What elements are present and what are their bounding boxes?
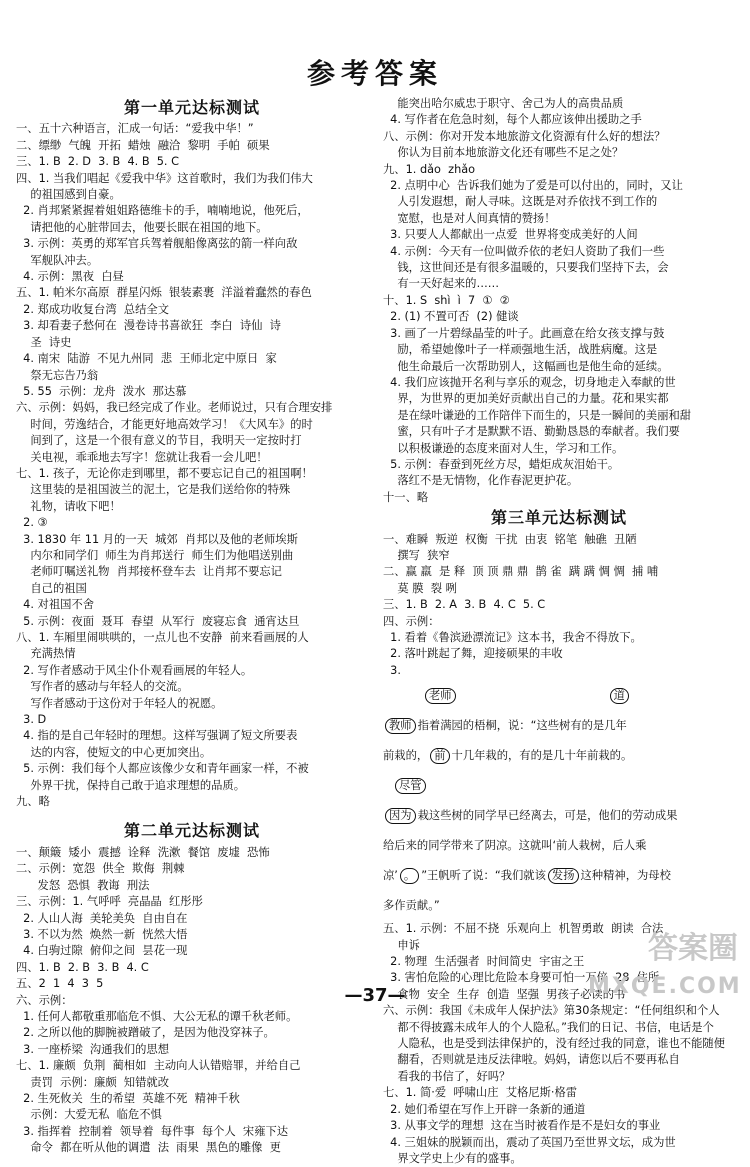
- answer-line: 都不得披露未成年人的个人隐私。”我们的日记、书信，电话是个: [383, 1020, 714, 1034]
- answer-line: 写作者感动于这份对于年轻人的祝愿。: [16, 696, 223, 710]
- answer-line: 时间，劳逸结合，才能更好地高效学习！《大风车》的时: [16, 417, 313, 431]
- answer-line: 一、难瞬 叛逆 权衡 干扰 由衷 铭笔 触礁 丑陋: [383, 532, 637, 546]
- answer-line: 4. 三姐妹的脱颖而出，震动了英国乃至世界文坛，成为世: [383, 1135, 676, 1149]
- box-qian: 前: [430, 748, 449, 764]
- answer-line: 3. 指挥着 控制着 领导着 每件事 每个人 宋雍下达: [16, 1124, 289, 1138]
- answer-line: 2. ③: [16, 516, 48, 530]
- diagram-text: 十几年栽的，有的是几十年前栽的。: [451, 749, 633, 763]
- answer-line: 发怒 恐惧 教诲 刑法: [16, 878, 150, 892]
- diagram-text: 凉’: [383, 869, 398, 883]
- answer-line: 七、1. 廉颇 负荆 蔺相如 主动向人认错赔罪，并给自己: [16, 1059, 301, 1073]
- answer-line: 四、1. B 2. B 3. B 4. C: [16, 960, 149, 974]
- answer-line: 请把他的心脏带回去，他要长眠在祖国的地下。: [16, 220, 268, 234]
- diagram-text: 多作贡献。”: [383, 899, 440, 913]
- answer-line: 圣 诗史: [16, 335, 72, 349]
- answer-line: 关电视，乖乖地去写字！您就让我看一会儿吧！: [16, 450, 268, 464]
- answer-line: 写作者的感动与年轻人的交流。: [16, 680, 189, 694]
- answer-line: 责罚 示例：廉颇 知错就改: [16, 1075, 169, 1089]
- section-title-unit3: 第三单元达标测试: [490, 508, 627, 528]
- diagram-text: 栽这些树的同学早已经离去，可是，他们的劳动成果: [417, 809, 678, 823]
- answer-line: 人隐私，也是受到法律保护的，没有经过我的同意，谁也不能随便: [383, 1037, 725, 1051]
- sentence-diagram: [383, 681, 735, 921]
- answer-line: 外界干扰，保持自己敢于追求理想的品质。: [16, 778, 246, 792]
- answer-line: 他生命最后一次帮助别人，这幅画也是他生命的延续。: [383, 359, 669, 373]
- answer-line: 自己的祖国: [16, 581, 87, 595]
- answer-line: 你认为目前本地旅游文化还有哪些不足之处？: [383, 146, 624, 160]
- answer-line: 老师叮嘱送礼物 肖邦接杯登车去 让肖邦不要忘记: [16, 565, 282, 579]
- answer-line: 这里装的是祖国波兰的泥土，它是我们送给你的特殊: [16, 483, 291, 497]
- answer-line: 六、示例：我国《未成年人保护法》第30条规定：“任何组织和个人: [383, 1004, 720, 1018]
- answer-line: 八、示例：你对开发本地旅游文化资源有什么好的想法？: [383, 129, 666, 143]
- answer-line: 宽慰，也是对人间真情的赞扬！: [383, 211, 556, 225]
- answer-line: 二、缥缈 气魄 开拓 蜡烛 融洽 黎明 手帕 硕果: [16, 138, 270, 152]
- answer-line: 六、示例：妈妈，我已经完成了作业。老师说过，只有合理安排: [16, 401, 333, 415]
- answer-line: 3. 示例：英勇的郑军官兵驾着舰船像离弦的箭一样向敌: [16, 237, 298, 251]
- answer-line: 界，为世界的更加美好贡献出自己的力量。花和果实都: [383, 392, 669, 406]
- answer-line: 达的内容，使短文的中心更加突出。: [16, 745, 212, 759]
- answer-line: 二、示例：宽怨 供全 欺侮 荆棘: [16, 862, 185, 876]
- answer-line: 三、1. B 2. D 3. B 4. B 5. C: [16, 155, 180, 169]
- answer-line: 以积极谦逊的态度来面对人生，学习和工作。: [383, 441, 624, 455]
- answer-line: 间到了，这是一个很有意义的节目，我明天一定按时打: [16, 434, 302, 448]
- answer-line: 三、1. B 2. A 3. B 4. C 5. C: [383, 598, 546, 612]
- answer-line: 2. 点明中心 告诉我们她为了爱是可以付出的，同时，又让: [383, 179, 683, 193]
- box-laoshi: 老师: [425, 688, 456, 704]
- answer-line: 3. 不以为然 焕然一新 恍然大悟: [16, 927, 188, 941]
- answer-line: 3. 画了一片碧绿晶莹的叶子。此画意在给女孩支撑与鼓: [383, 326, 665, 340]
- diagram-text: 给后来的同学带来了阴凉。这就叫‘前人栽树，后人乘: [383, 839, 647, 853]
- answer-line: 九、1. dǎo zhǎo: [383, 162, 476, 176]
- answer-line: 四、1. 当我们唱起《爱我中华》这首歌时，我们为我们伟大: [16, 171, 313, 185]
- answer-line: 申诉: [383, 938, 420, 952]
- answer-line: 十一、略: [383, 490, 429, 504]
- answer-line: 4. 对祖国不舍: [16, 598, 95, 612]
- answer-line: 三、示例：1. 气呼呼 亮晶晶 红彤彤: [16, 895, 203, 909]
- answer-line: 能突出哈尔威忠于职守、舍己为人的高贵品质: [383, 97, 624, 110]
- answer-line: 3. 一座桥梁 沟通我们的思想: [16, 1042, 169, 1056]
- answer-line: 2. 落叶跳起了舞，迎接硕果的丰收: [383, 647, 563, 661]
- diagram-text: ”王帆听了说：“我们就该: [421, 869, 546, 883]
- answer-line: 五、1. 帕米尔高原 群星闪烁 银装素裹 洋溢着蠢然的春色: [16, 286, 312, 300]
- section-title: 第一单元达标测试: [123, 98, 260, 117]
- box-dao: 道: [610, 688, 629, 704]
- box-jinguan: 尽管: [395, 778, 426, 794]
- answer-line: 3. 害怕危险的心理比危险本身要可怕一万倍 28 住所: [383, 971, 660, 985]
- answer-line: 2. 之所以他的脚腕被蹭破了，是因为他没穿袜子。: [16, 1026, 275, 1040]
- answer-line: 5. 示例：我们每个人都应该像少女和青年画家一样，不被: [16, 762, 309, 776]
- answer-line: 落红不是无情物，化作春泥更护花。: [383, 474, 579, 488]
- answer-line: 4. 示例：黑夜 白昼: [16, 270, 124, 284]
- box-jiaoshi: 教师: [385, 718, 416, 734]
- answer-line: 4. 我们应该抛开名利与享乐的观念，切身地走入奉献的世: [383, 375, 676, 389]
- page-number: —37—: [344, 985, 406, 1006]
- answer-line: 5. 示例：夜面 聂耳 春望 从军行 废寝忘食 通宵达旦: [16, 614, 300, 628]
- answer-line: 看我的书信了，好吗？: [383, 1069, 511, 1083]
- diagram-text: 这种精神，为母校: [580, 869, 671, 883]
- answer-line: 十、1. S shì ì 7 ① ②: [383, 293, 510, 307]
- answer-line: 3. 只要人人都献出一点爱 世界将变成美好的人间: [383, 228, 638, 242]
- answer-line: 3. D: [16, 713, 47, 727]
- answer-line: 4. 白驹过隙 俯仰之间 昙花一现: [16, 944, 188, 958]
- answer-line: 八、1. 车厢里闹哄哄的，一点儿也不安静 前来看画展的人: [16, 631, 309, 644]
- answer-line: 2. 人山人海 美轮美奂 自由自在: [16, 911, 188, 925]
- answer-line: 四、示例：: [383, 614, 440, 628]
- box-mark: 。: [400, 868, 419, 884]
- answer-line: 2. 肖邦紧紧握着姐姐路德维卡的手，喃喃地说，他死后，: [16, 204, 309, 218]
- answer-line: 充满热情: [16, 647, 76, 661]
- answer-line: 3. 从事文学的理想 这在当时被看作是不是妇女的事业: [383, 1119, 661, 1133]
- answer-line: 食物 安全 生存 创造 坚强 男孩子必读的书: [383, 987, 626, 1001]
- answer-line: 五、1. 示例：不屈不挠 乐观向上 机智勇敢 朗读 合法: [383, 922, 664, 936]
- answer-line: 军舰队冲去。: [16, 253, 99, 267]
- answer-line: 撰写 狭窄: [383, 548, 450, 562]
- answer-line: 钱，这世间还是有很多温暖的，只要我们坚持下去，会: [383, 261, 669, 275]
- answer-line: 4. 示例：今天有一位叫做乔依的老妇人资助了我们一些: [383, 244, 665, 258]
- answer-line: 六、示例：: [16, 993, 73, 1007]
- answer-line: 蜜，只有叶子才是默默不语、勤勤恳恳的奉献者。我们要: [383, 425, 680, 439]
- answer-line: 2. 写作者感动于风尘仆仆观看画展的年轻人。: [16, 663, 253, 677]
- answer-line: 1. 看着《鲁滨逊漂流记》这本书，我舍不得放下。: [383, 631, 642, 644]
- answer-line: 2. 她们希望在写作上开辟一条新的通道: [383, 1102, 586, 1116]
- answer-line: 界文学史上少有的盛事。: [383, 1151, 522, 1165]
- answer-line: 5. 示例：春蚕到死丝方尽，蜡炬成灰泪始干。: [383, 457, 620, 471]
- answer-line: 人引发遐想，耐人寻味。这既是对乔依找不到工作的: [383, 195, 658, 209]
- answer-line: 4. 南宋 陆游 不见九州同 悲 王师北定中原日 家: [16, 352, 277, 366]
- answer-line: 七、1. 简·爱 呼啸山庄 艾格尼斯·格雷: [383, 1086, 578, 1100]
- answer-line: 1. 任何人都敬重那临危不惧、大公无私的谭千秋老师。: [16, 1009, 298, 1023]
- answer-line: 4. 写作者在危急时刻，每个人都应该伸出援助之手: [383, 113, 642, 127]
- box-fayang: 发扬: [548, 868, 579, 884]
- diagram-text: 前栽的，: [383, 749, 429, 763]
- diagram-text: 指着满园的梧桐，说: [417, 719, 520, 733]
- answer-line: 4. 指的是自己年轻时的理想。这样写强调了短文所要表: [16, 729, 298, 743]
- section-title: 第二单元达标测试: [123, 821, 260, 841]
- page-title: 参考答案: [306, 57, 443, 90]
- answer-line: 示例：大爱无私 临危不惧: [16, 1108, 162, 1122]
- watermark-logo: 答案圈 MXQE.COM: [588, 931, 742, 999]
- answer-line: 二、赢 羸 是 释 顶 顶 鼎 鼎 鹊 雀 蹒 蹒 惆 惆 捕 哺: [383, 565, 659, 579]
- answer-line: 2. 生死攸关 生的希望 英雄不死 精神千秋: [16, 1091, 240, 1105]
- answer-line: 礼物，请收下吧！: [16, 499, 121, 513]
- answer-line: 内尔和同学们 师生为肖邦送行 师生们为他唱送别曲: [16, 548, 294, 562]
- answer-line: 2. (1) 不置可否 (2) 健谈: [383, 310, 519, 324]
- answer-line: 莫 膜 裂 咧: [383, 581, 457, 595]
- answer-line: 翻看，否则就是违反法律啦。妈妈，请您以后不要再私自: [383, 1053, 680, 1067]
- answer-line: 命令 都在听从他的调遣 法 雨果 黑色的雕像 更: [16, 1141, 281, 1155]
- diagram-text: ：“这些树有的是几年: [519, 719, 627, 733]
- answer-line: 七、1. 孩子，无论你走到哪里，都不要忘记自己的祖国啊！: [16, 466, 313, 480]
- answer-line: 的祖国感到自豪。: [16, 188, 121, 202]
- answer-line: 有一天好起来的……: [383, 277, 500, 291]
- answer-line: 3.: [383, 663, 405, 677]
- answer-line: 五、2 1 4 3 5: [16, 977, 104, 991]
- answer-line: 3. 却看妻子愁何在 漫卷诗书喜欲狂 李白 诗仙 诗: [16, 319, 281, 333]
- answer-line: 2. 郑成功收复台湾 总结全文: [16, 302, 169, 316]
- answer-line: 是在绿叶谦逊的工作陪伴下而生的，只是一瞬间的美丽和甜: [383, 408, 692, 422]
- box-yinwei: 因为: [385, 808, 416, 824]
- answer-line: 一、五十六种语言，汇成一句话：“爱我中华！”: [16, 122, 254, 136]
- answer-line: 一、颠簸 矮小 震撼 诠释 洗漱 餐馆 废墟 恐怖: [16, 845, 270, 859]
- answer-line: 2. 物理 生活强者 时间简史 宇宙之王: [383, 955, 585, 969]
- answer-line: 九、略: [16, 795, 50, 809]
- answer-line: 祭无忘告乃翁: [16, 368, 99, 382]
- section-spacer: [16, 810, 368, 819]
- answer-line: 3. 1830 年 11 月的一天 城郊 肖邦以及他的老师埃斯: [16, 532, 298, 546]
- answer-line: 励，希望她像叶子一样顽强地生活，战胜病魔。这是: [383, 343, 658, 357]
- answer-line: 5. 55 示例：龙舟 泼水 那达慕: [16, 384, 187, 398]
